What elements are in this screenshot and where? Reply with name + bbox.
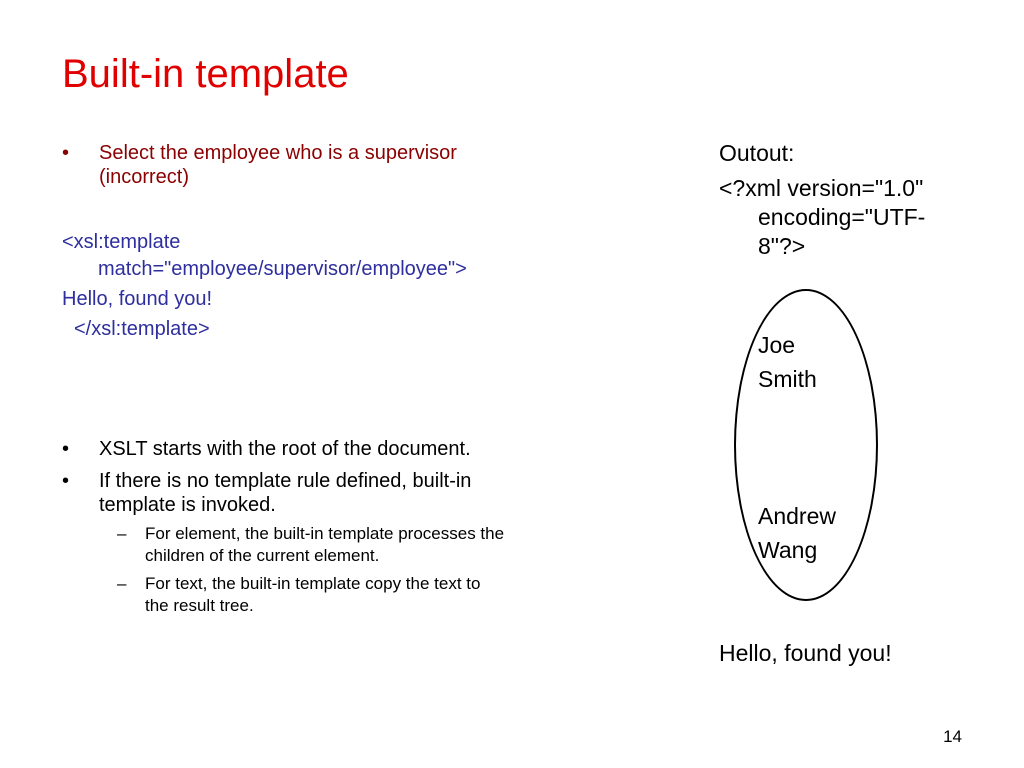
output-name-andrew: Andrew bbox=[758, 503, 836, 529]
sub-bullet-line: the result tree. bbox=[145, 596, 254, 615]
output-result-text: Hello, found you! bbox=[719, 640, 892, 666]
sub-bullet-marker: – bbox=[117, 524, 127, 543]
output-xml-declaration-line-3: 8"?> bbox=[758, 233, 806, 259]
sub-bullet-line: children of the current element. bbox=[145, 546, 380, 565]
bullet-line: If there is no template rule defined, built-in bbox=[99, 470, 472, 492]
code-line-template-open: <xsl:template bbox=[62, 231, 181, 253]
sub-bullet-element bbox=[145, 523, 504, 567]
output-name-smith: Smith bbox=[758, 366, 817, 392]
sub-bullet-line: For text, the built-in template copy the text to bbox=[145, 574, 481, 593]
output-name-wang: Wang bbox=[758, 537, 818, 563]
output-xml-declaration-line-2: encoding="UTF- bbox=[758, 204, 926, 230]
sub-bullet-marker: – bbox=[117, 574, 127, 593]
bullet-marker: • bbox=[62, 142, 70, 164]
output-name-joe: Joe bbox=[758, 332, 796, 358]
bullet-line: (incorrect) bbox=[99, 166, 190, 188]
output-heading: Outout: bbox=[719, 140, 795, 166]
slide-title: Built-in template bbox=[62, 52, 349, 96]
bullet-line: Select the employee who is a supervisor bbox=[99, 142, 457, 164]
bullet-marker: • bbox=[62, 470, 70, 492]
sub-bullet-text bbox=[145, 573, 480, 617]
bullet-no-template-rule bbox=[99, 469, 471, 517]
page-number: 14 bbox=[943, 727, 962, 746]
output-xml-declaration-line-1: <?xml version="1.0" bbox=[719, 175, 924, 201]
bullet-line: template is invoked. bbox=[99, 494, 276, 516]
sub-bullet-line: For element, the built-in template processes the bbox=[145, 524, 505, 543]
code-line-hello: Hello, found you! bbox=[62, 288, 213, 310]
code-line-template-close: </xsl:template> bbox=[74, 318, 210, 340]
code-line-match: match="employee/supervisor/employee"> bbox=[98, 258, 467, 280]
bullet-select-employee bbox=[99, 141, 457, 189]
bullet-marker: • bbox=[62, 438, 70, 460]
bullet-xslt-root: XSLT starts with the root of the document. bbox=[99, 438, 471, 460]
